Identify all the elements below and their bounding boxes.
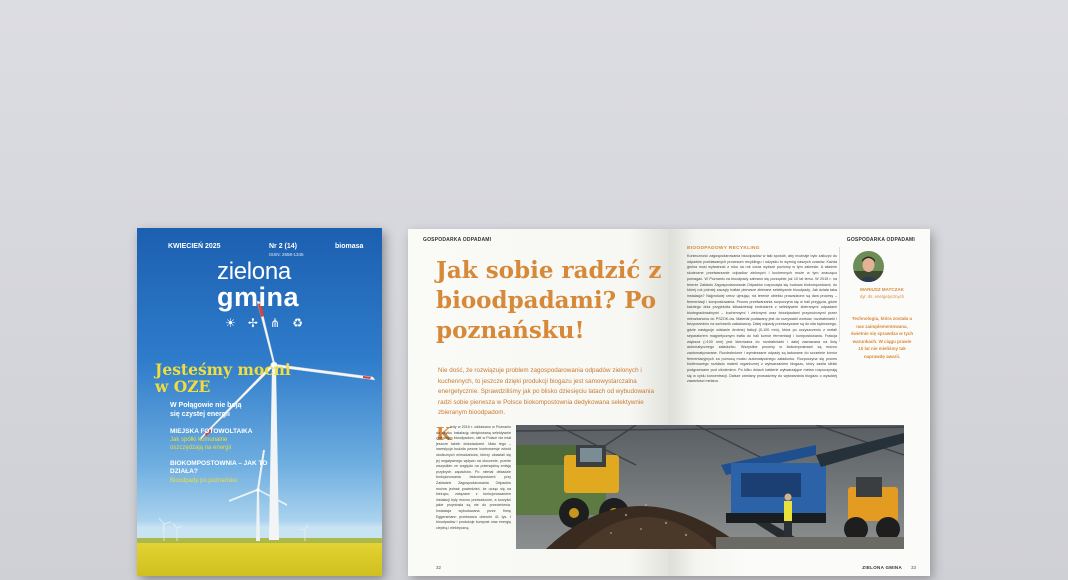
cover-story-2-sub: Jak spółki komunalne oszczędzają na energii xyxy=(170,437,232,451)
wheat-icon: ⋔ xyxy=(270,316,281,330)
article-lead: Nie dość, że rozwiązuje problem zagospodarowania odpadów zielonych i kuchennych, to jeszcze dzięki produkcji biogazu jest samowystarczalna energetycznie. Sprawdziliśmy jak po blisko dziesięciu latach od wybudowania radzi sobie pierwsza w Polsce biokompostownia dedykowana selektywnie zbieranym bioodpadom. xyxy=(438,367,654,416)
pull-quote: Technologia, która została u nas zaimplementowana, świetnie się sprawdza w tych warunkach. W ciągu prawie 10 lat nie mieliśmy tak naprawdę awarii. xyxy=(850,316,914,359)
article-body-right: Konieczność zagospodarowania bioodpadów w taki sposób, aby możnaje było zaliczyć do odpadów poddawanych procesom recyklingu i odzysku to wymóg naszych czasów. Każda gmina musi wytwarzać z roku na rok coraz wyższe poziomy w tym zakresie. A właśnie skuteczne przetwarzanie odpadów zielonych i kuchennych może w tym znacząco pomagać. W Poznaniu za bioodpady zabrano się porządnie już 10 lat temu. W 2015 r. na terenie Zakładu Zagospodarowania Odpadów rozpoczęła się budowa biokompostowni, do której rok później zaczęły trafiać pierwsze zbierane selektywnie bioodpady. Jak działa taka instalacja? Najprościej rzecz ujmując, na terenie obiektu prowadzone są dwa procesy – fermentacji i kompostowania. Proces przetwarzania rozpoczyna się w hali przyjęcia, gdzie każdego dnia przyjeżdża kilkadziesiąt śmieciarek z selektywnie zbieranymi odpadami biodegradowalnymi – kuchennymi i zielonymi oraz bioodpadami przywożonymi przez mieszkańców do PSZOK-ów. Materiał podawany jest do rozrywarki worków, rozdrabniarki i bezpośrednio na sortownik załadowczy. Dalej odpady przekazywane są do sita bębnowego, gdzie następuje odsianie drobnej frakcji (0-100 mm), która po oczyszczeniu z metali separatorem magnetycznym trafia do hali komór fermentacji i kompostowania. Frakcja większa (>100 mm) jest kierowana do rozdrabniarki i dalej zawracana na linię automatycznego załadunku. Wszystkie procesy w biokompostowni są mocno zautomatyzowane. Rozdrobnione i wymieszane odpady są ładowane do szczelnie komór fermentacyjnych za pomocą mostu automatycznego załadunku. Rozpoczyna się proces biotlenowego rozkładu materii organicznej z wytwarzaniem biogazu, który zasila silniki podgrzewane pod ciśnieniem. Po kilku dniach bakterie wytwarzające metan rozpoczynają się w cyklu koncentracji. Dalsze zamiany prowadzimy do wytwarzania biogazu o wysokiej zawartości metanu. xyxy=(687,254,837,384)
masthead-line2: gmina xyxy=(217,282,300,312)
article-headline: Jak sobie radzić z bioodpadami? Po poznańsku! xyxy=(436,257,662,344)
article-kicker: BIOODPADOWY RECYKLING xyxy=(687,246,760,251)
magazine-spread xyxy=(408,229,930,576)
publisher-logo: biomasa xyxy=(335,243,364,250)
avatar xyxy=(853,251,884,282)
section-label-left: GOSPODARKA ODPADAMI xyxy=(423,237,492,243)
person-name: MARIUSZ MATCZAK xyxy=(860,287,904,292)
footer-magazine-name: ZIELONA GMINA xyxy=(862,565,902,570)
page-number-left: 32 xyxy=(436,565,442,570)
sun-icon: ☀ xyxy=(225,316,236,330)
masthead-icons xyxy=(225,316,303,330)
turbine-icon: ✢ xyxy=(247,316,258,330)
issn: ISSN: 2658-1345 xyxy=(269,252,304,257)
issue-number: Nr 2 (14) xyxy=(269,243,298,250)
composting-plant-photo xyxy=(516,425,904,549)
cover-story-2-title: MIEJSKA FOTOWOLTAIKA xyxy=(170,428,253,435)
cover-headline: Jesteśmy mocni w OZE xyxy=(155,360,291,396)
article-body-left: iedy w 2016 r. oddawano w Poznaniu do użytku instalację dedykowaną selektywnie zbieranym bioodpadom, nikt w Polsce nie miał jeszcze takich doświadczeń. Mało tego – inwestycja budziła pewne kontrowersje wśród okolicznych mieszkańców, którzy obawiali się jej negatywnego wpływu na otoczenie, przede wszystkim ze względu na potencjalną emisję przykrych zapachów. Po niemal dekadzie funkcjonowania biokompostowni przy Zakładzie Zagospodarowania Odpadów można jednak powiedzieć, że ucząc się na bieżąco, związane z funkcjonowaniem instalacji były mocno przesadzone, a korzyści jakie przyniosła są nie do przecenienia. Instalacja wybudowana przez firmę Eggersmann przetwarza obecnie 41 tys. t bioodpadów i produkuje kompost oraz energię cieplną i elektryczną. xyxy=(436,425,511,530)
cover-story-3-title: BIOKOMPOSTOWNIA – JAK TO DZIAŁA? xyxy=(170,460,268,475)
magazine-cover xyxy=(137,228,382,576)
page-number-right: 33 xyxy=(910,565,916,570)
section-label-right: GOSPODARKA ODPADAMI xyxy=(846,237,915,243)
drop-cap: K xyxy=(436,424,452,445)
person-role: dyr. ds. energetycznych xyxy=(860,294,904,299)
cover-story-3-sub: Bioodpady po poznańsku xyxy=(170,478,238,484)
cover-headline-sub: W Połągowie nie boją się czystej energii xyxy=(170,402,242,418)
masthead-line1: zielona xyxy=(217,258,291,285)
issue-date: KWIECIEŃ 2025 xyxy=(168,243,221,250)
column-divider xyxy=(839,247,840,342)
recycle-icon: ♻ xyxy=(292,316,303,330)
